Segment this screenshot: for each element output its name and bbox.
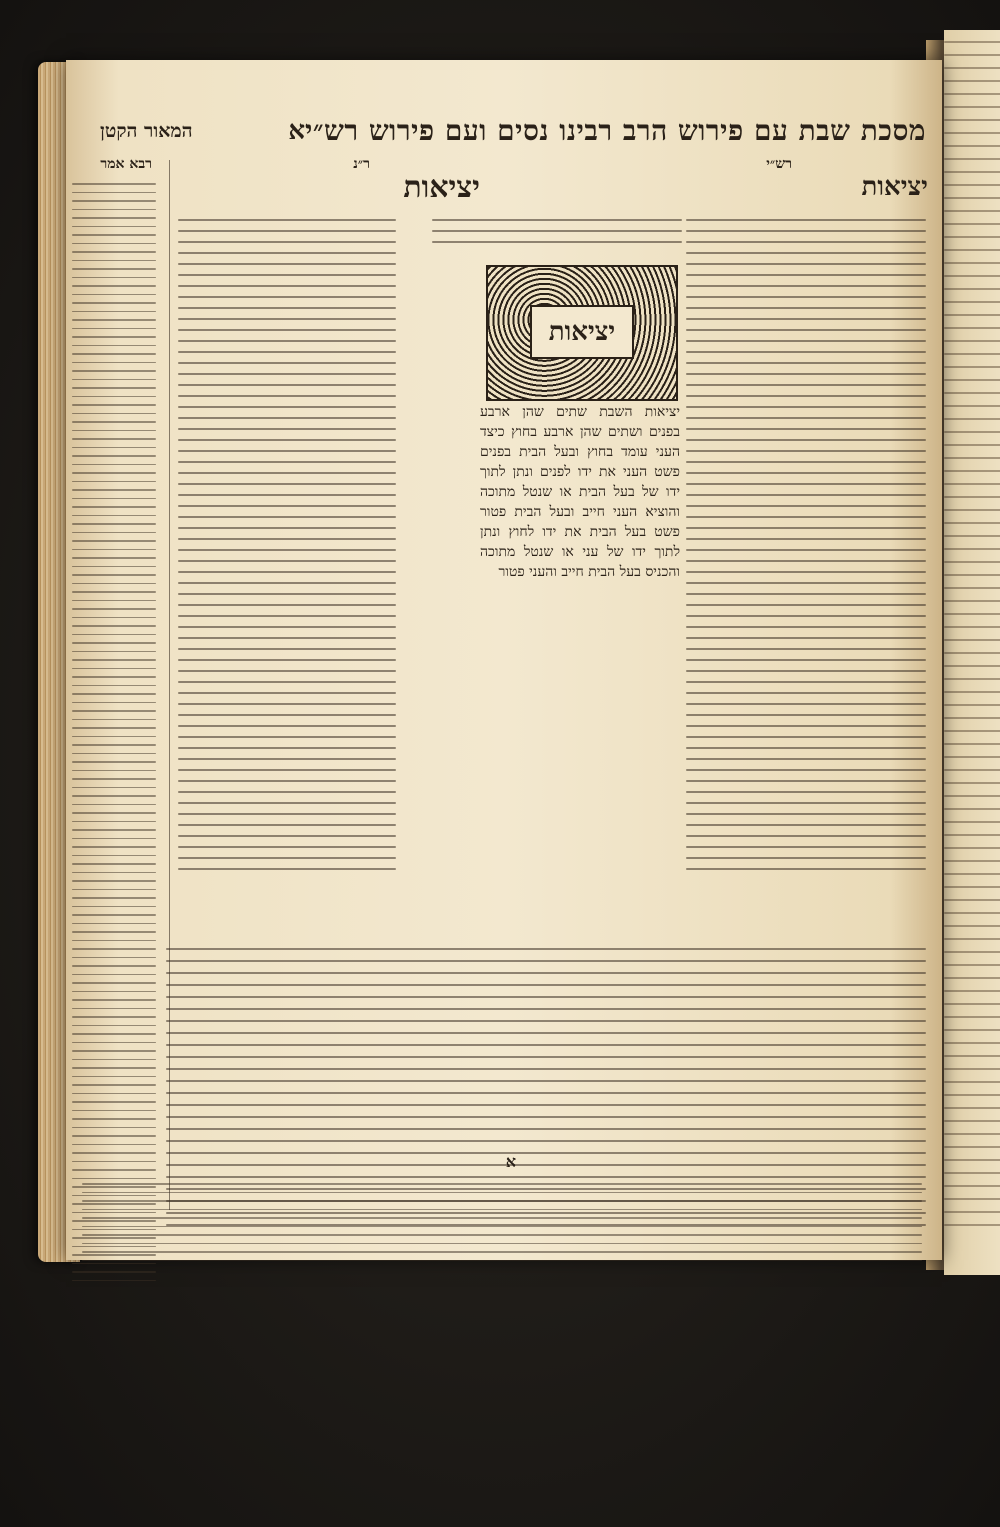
facing-page (944, 30, 1000, 1275)
mishnah-block (480, 402, 680, 582)
talmud-page (66, 60, 942, 1260)
footer-notes (82, 1176, 922, 1254)
chapter-word-rashi: יציאות (861, 172, 928, 202)
maor-heading: רבא אמר (100, 156, 152, 172)
leaf-number: א (288, 116, 306, 146)
ran-heading: ר״נ (353, 156, 370, 172)
chapter-ornament (486, 265, 678, 401)
page-header (100, 112, 926, 150)
mishnah-text: יציאות השבת שתים שהן ארבע בפנים ושתים שהן ארבע בחוץ כיצד העני עומד בחוץ ובעל הבית בפנים פשט העני את ידו לפנים ונתן לתוך ידו של בעל הבית או שנטל מתוכה והוציא העני חייב ובעל הבית פטור פשט בעל הבית את ידו לחוץ ונתן לתוך ידו של עני או שנטל מתוכה והכניס בעל הבית חייב והעני פטור (480, 404, 680, 580)
rashi-heading: רש״י (766, 156, 792, 172)
left-running-head: המאור הקטן (100, 119, 193, 142)
ran-commentary (178, 210, 396, 930)
maor-commentary (72, 176, 156, 1236)
ran-intro-lines (432, 210, 682, 260)
tractate-title: מסכת שבת עם פירוש הרב רבינו נסים ועם פירוש רש״י (305, 114, 926, 147)
signature-mark: א (505, 1152, 522, 1171)
rashi-commentary (686, 210, 926, 930)
chapter-word-ran: יציאות (403, 170, 480, 205)
ornament-label: יציאות (530, 305, 634, 359)
